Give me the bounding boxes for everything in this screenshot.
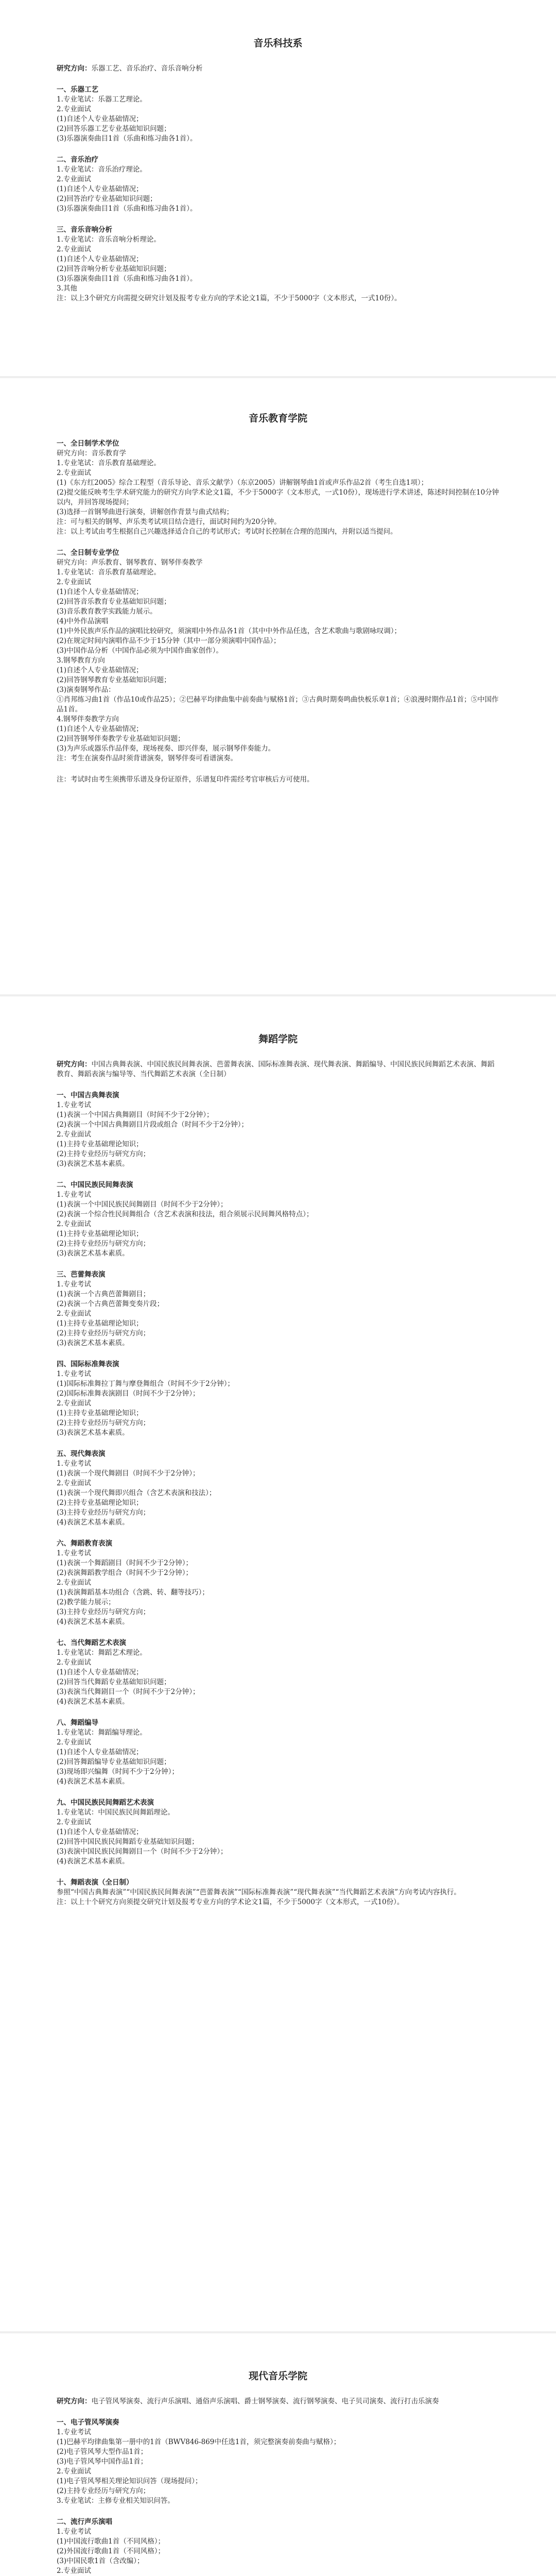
group <box>57 1539 499 1627</box>
group-line: (2)回答钢琴教育专业基础知识问题； <box>57 676 171 684</box>
group-line: (2)表演一个中国古典舞剧目片段或组合（时间不少于2分钟）； <box>57 1121 248 1129</box>
group-line: (2)回答当代舞蹈专业基础知识问题； <box>57 1678 171 1686</box>
group-line: (3)乐器演奏曲目1首（乐曲和练习曲各1首）。 <box>57 134 197 143</box>
group <box>57 1180 499 1259</box>
group-line: 1.专业笔试：音乐音响分析理论。 <box>57 235 161 244</box>
text: 中国古典舞表演、中国民族民间舞表演、芭蕾舞表演、国际标准舞表演、现代舞表演、舞蹈编导、中国民族民间舞蹈艺术表演、舞蹈教育、舞蹈表演与编导等、当代舞蹈艺术表演（全日制） <box>57 1060 495 1078</box>
group-heading: 一、全日制学术学位 <box>57 439 119 448</box>
section-divider <box>0 994 556 996</box>
note <box>57 775 499 785</box>
group-line: 1.专业笔试：音乐治疗理论。 <box>57 165 147 174</box>
section-title: 舞蹈学院 <box>258 1033 298 1045</box>
group-line: (1)表演一个现代舞即兴组合（含艺术表演和技法）； <box>57 1489 216 1497</box>
section-title: 音乐教育学院 <box>248 413 307 424</box>
group-line: (4)表演艺术基本素质。 <box>57 1698 129 1706</box>
group-line: (2)表演舞蹈教学组合（时间不少于2分钟）； <box>57 1569 193 1577</box>
group-line: 参照“中国古典舞表演”“中国民族民间舞表演”“芭蕾舞表演”“国际标准舞表演”“现代舞表演”“当代舞蹈艺术表演”方向考试内容执行。 <box>57 1888 461 1896</box>
group-line: (1)中国流行歌曲1首（不同风格）； <box>57 2537 165 2546</box>
group-line: (1)表演一个古典芭蕾舞剧目； <box>57 1290 150 1298</box>
group <box>57 2418 499 2506</box>
group-line: (4)表演艺术基本素质。 <box>57 1618 129 1626</box>
group <box>57 155 499 214</box>
group-line: (2)教学能力展示； <box>57 1598 115 1606</box>
group-line: 2.专业面试 <box>57 1130 91 1139</box>
group <box>57 1638 499 1707</box>
group-line: (3)表演艺术基本素质。 <box>57 1160 129 1168</box>
group <box>57 1878 499 1907</box>
group-line: 2.专业面试 <box>57 1399 91 1408</box>
group-line: (2)国际标准舞表演剧目（时间不少于2分钟）； <box>57 1389 200 1398</box>
group-line: 注：考生在演奏作品时须背谱演奏，钢琴伴奏可看谱演奏。 <box>57 754 237 762</box>
group-line: (2)回答音响分析专业基础知识问题； <box>57 265 171 273</box>
group-line: (2)主持专业经历与研究方向； <box>57 1150 150 1158</box>
group-line: (3)表演中国民族民间舞剧目一个（时间不少于2分钟）； <box>57 1848 228 1856</box>
group-line: (3)表演艺术基本素质。 <box>57 1249 129 1258</box>
group-line: 1.专业笔试：中国民族民间舞蹈理论。 <box>57 1808 175 1817</box>
group-heading: 二、中国民族民间舞表演 <box>57 1181 133 1189</box>
group-heading: 三、芭蕾舞表演 <box>57 1270 106 1279</box>
group-line: (1)表演一个舞蹈剧目（时间不少于2分钟）； <box>57 1559 193 1567</box>
group-heading: 九、中国民族民间舞蹈艺术表演 <box>57 1799 154 1807</box>
group-line: (1)表演一个现代舞剧目（时间不少于2分钟）； <box>57 1469 200 1478</box>
group-line: 2.专业面试 <box>57 2567 91 2575</box>
group <box>57 1091 499 1169</box>
group-line: 注：以上考试由考生根据自己兴趣选择适合自己的考试形式；考试时长控制在合理的范围内，并附以适当提问。 <box>57 528 397 536</box>
group-line: 2.专业面试 <box>57 2467 91 2476</box>
group-heading: 四、国际标准舞表演 <box>57 1360 119 1368</box>
group-line: (2)回答中国民族民间舞蹈专业基础知识问题； <box>57 1838 199 1846</box>
group-line: 研究方向：声乐教育、钢琴教育、钢琴伴奏教学 <box>57 558 203 567</box>
group-line: (1)国际标准舞拉丁舞与摩登舞组合（时间不少于2分钟）； <box>57 1380 234 1388</box>
group-line: 2.专业面试 <box>57 175 91 183</box>
group-line: (3)电子管风琴中国作品1首； <box>57 2458 148 2466</box>
group-line: (1)自述个人专业基础情况； <box>57 255 143 263</box>
group-line: (2)回答乐器工艺专业基础知识问题； <box>57 125 171 133</box>
text: 乐器工艺、音乐治疗、音乐音响分析 <box>91 64 203 73</box>
group-line: (1)巴赫平均律曲集第一册中的1首（BWV846-869中任选1首，须完整演奏前奏曲与赋格）； <box>57 2438 341 2446</box>
group-line: (3)为声乐或器乐作品伴奏，现场视奏、即兴伴奏，展示钢琴伴奏能力。 <box>57 744 275 753</box>
group-line: 3.钢琴教育方向 <box>57 656 105 665</box>
group-line: (4)表演艺术基本素质。 <box>57 1777 129 1786</box>
group-line: 1.专业考试 <box>57 2428 91 2436</box>
group-heading: 八、舞蹈编导 <box>57 1719 98 1727</box>
group-line: (3)中国作品分析（中国作品必须为中国作曲家创作）。 <box>57 647 223 655</box>
group-line: (3)选择一首钢琴曲进行演奏，讲解创作背景与曲式结构； <box>57 508 234 516</box>
group-line: (2)主持专业经历与研究方向； <box>57 1240 150 1248</box>
group-line: (3)主持专业经历与研究方向； <box>57 1608 150 1616</box>
group-line: (2)表演一个古典芭蕾舞变奏片段； <box>57 1300 164 1308</box>
note-text: 注：考试时由考生须携带乐谱及身份证原件，乐谱复印件需经考官审核后方可使用。 <box>57 775 314 784</box>
group-line: (3)音乐教育教学实践能力展示。 <box>57 607 157 616</box>
text: 电子管风琴演奏、流行声乐演唱、通俗声乐演唱、爵士钢琴演奏、流行钢琴演奏、电子贝司演奏、流行打击乐演奏 <box>91 2397 439 2405</box>
group-heading: 一、电子管风琴演奏 <box>57 2418 119 2427</box>
group <box>57 1360 499 1438</box>
group-line: (1)主持专业基础理论知识； <box>57 1319 143 1328</box>
group-line: 2.专业面试 <box>57 105 91 113</box>
section-divider <box>0 376 556 378</box>
group-line: (2)在规定时间内演唱作品不少于15分钟（其中一部分须演唱中国作品）； <box>57 637 281 645</box>
group-line: (1)《东方红2005》综合工程型（音乐导论、音乐文献学）（东京2005）讲解钢琴曲1首或声乐作品2首（考生自选1项）； <box>57 479 428 487</box>
group-line: 3.专业笔试：主修专业相关知识问答。 <box>57 2497 175 2505</box>
group-line: 1.专业考试 <box>57 1191 91 1199</box>
group-line: 1.专业笔试：音乐教育基础理论。 <box>57 568 161 577</box>
group-line: 2.专业面试 <box>57 1579 91 1587</box>
group-line: 1.专业笔试：音乐教育基础理论。 <box>57 459 161 467</box>
section-divider <box>0 2331 556 2333</box>
group-line: (3)乐器演奏曲目1首（乐曲和练习曲各1首）。 <box>57 275 197 283</box>
group-line: (2)回答钢琴伴奏教学专业基础知识问题； <box>57 735 185 743</box>
section-music-technology <box>0 37 556 315</box>
research-directions <box>57 64 499 74</box>
group-line: 1.专业考试 <box>57 1101 91 1109</box>
group-line: (4)表演艺术基本素质。 <box>57 1857 129 1866</box>
group-line: (2)主持专业经历与研究方向； <box>57 2487 150 2495</box>
group-line: 4.钢琴伴奏教学方向 <box>57 715 119 723</box>
group-line: (1)自述个人专业基础情况； <box>57 666 143 674</box>
group-line: (1)自述个人专业基础情况； <box>57 115 143 123</box>
group <box>57 1449 499 1528</box>
group-line: 3.其他 <box>57 284 77 293</box>
group-line: (2)主持专业经历与研究方向； <box>57 1419 150 1427</box>
group-line: (3)现场即兴编舞（时间不少于2分钟）； <box>57 1768 179 1776</box>
group-line: 2.专业面试 <box>57 1310 91 1318</box>
group-line: (3)表演艺术基本素质。 <box>57 1429 129 1437</box>
group-line: (4)中外作品演唱 <box>57 617 109 625</box>
group-line: 1.专业笔试：乐器工艺理论。 <box>57 95 147 104</box>
group-line: 2.专业面试 <box>57 1220 91 1228</box>
group-line: 2.专业面试 <box>57 1479 91 1487</box>
group-line: 注：以上3个研究方向需提交研究计划及报考专业方向的学术论文1篇，不少于5000字（文本形式，一式10份）。 <box>57 294 402 302</box>
group-line: (3)表演艺术基本素质。 <box>57 1339 129 1347</box>
group-line: (4)表演艺术基本素质。 <box>57 1518 129 1527</box>
group <box>57 1718 499 1787</box>
group-line: (1)自述个人专业基础情况； <box>57 725 143 733</box>
group-heading: 五、现代舞表演 <box>57 1450 106 1458</box>
group-line: (2)回答舞蹈编导专业基础知识问题； <box>57 1758 171 1766</box>
group <box>57 1798 499 1867</box>
group-line: 2.专业面试 <box>57 1658 91 1667</box>
group-heading: 二、全日制专业学位 <box>57 549 119 557</box>
group-line: (3)主持专业经历与研究方向； <box>57 1509 150 1517</box>
group-line: ①肖邦练习曲1首（作品10或作品25）；②巴赫平均律曲集中前奏曲与赋格1首；③古典时期奏鸣曲快板乐章1首；④浪漫时期作品1首；⑤中国作品1首。 <box>57 696 499 714</box>
group <box>57 439 499 537</box>
group-line: (3)中国民歌1首（含改编）； <box>57 2557 144 2565</box>
group-line: (1)主持专业基础理论知识； <box>57 1409 143 1417</box>
group-heading: 十、舞蹈表演（全日制） <box>57 1878 133 1887</box>
group <box>57 225 499 303</box>
group-line: 2.专业面试 <box>57 469 91 477</box>
label: 研究方向： <box>57 2397 92 2405</box>
group-line: (1)表演一个中国古典舞剧目（时间不少于2分钟）； <box>57 1111 214 1119</box>
group-line: 注：以上十个研究方向须提交研究计划及报考专业方向的学术论文1篇，不少于5000字（文本形式，一式10份）。 <box>57 1898 404 1906</box>
group-line: (2)提交能反映考生学术研究能力的研究方向学术论文1篇，不少于5000字（文本形式，一式10份），现场进行学术讲述，陈述时间控制在10分钟以内，并回答现场提问； <box>57 488 499 506</box>
group-line: (1)自述个人专业基础情况； <box>57 185 143 193</box>
group-line: (1)表演舞蹈基本功组合（含跳、转、翻等技巧）； <box>57 1588 209 1597</box>
section-title: 音乐科技系 <box>253 38 303 49</box>
group-line: (1)自述个人专业基础情况； <box>57 1668 143 1676</box>
group-line: (1)自述个人专业基础情况； <box>57 588 143 596</box>
group-line: (3)表演当代舞剧目一个（时间不少于2分钟）； <box>57 1688 200 1696</box>
group-heading: 一、中国古典舞表演 <box>57 1091 119 1099</box>
group-heading: 一、乐器工艺 <box>57 86 98 94</box>
group-heading: 二、流行声乐演唱 <box>57 2518 112 2526</box>
group-heading: 七、当代舞蹈艺术表演 <box>57 1639 126 1647</box>
group-line: 1.专业考试 <box>57 2528 91 2536</box>
group-line: 1.专业考试 <box>57 1280 91 1289</box>
group-line: (1)电子管风琴相关理论知识问答（现场提问）； <box>57 2477 202 2485</box>
group-line: (1)中外民族声乐作品的演唱比较研究，须演唱中外作品各1首（其中中外作品任选，含艺术歌曲与歌剧咏叹调）； <box>57 627 401 635</box>
group-line: (1)主持专业基础理论知识； <box>57 1140 143 1148</box>
group-line: 注：可与相关的钢琴、声乐类考试项目结合进行，面试时间约为20分钟。 <box>57 518 281 526</box>
group-line: (2)回答治疗专业基础知识问题； <box>57 195 157 203</box>
section-title: 现代音乐学院 <box>248 2370 307 2382</box>
section-dance <box>0 1033 556 1919</box>
group-line: (2)外国流行歌曲1首（不同风格）； <box>57 2547 165 2555</box>
group-line: 2.专业面试 <box>57 1818 91 1826</box>
group-heading: 三、音乐音响分析 <box>57 226 112 234</box>
group <box>57 85 499 144</box>
group-heading: 二、音乐治疗 <box>57 156 98 164</box>
group-line: (1)主持专业基础理论知识； <box>57 1230 143 1238</box>
group-line: (2)回答音乐教育专业基础知识问题； <box>57 598 171 606</box>
group-heading: 六、舞蹈教育表演 <box>57 1539 112 1548</box>
group-line: (3)乐器演奏曲目1首（乐曲和练习曲各1首）。 <box>57 205 197 213</box>
research-directions <box>57 2397 499 2406</box>
group-line: (1)自述个人专业基础情况； <box>57 1828 143 1836</box>
group-line: 1.专业考试 <box>57 1370 91 1378</box>
label: 研究方向： <box>57 64 92 73</box>
group-line: (3)演奏钢琴作品： <box>57 686 115 694</box>
research-directions <box>57 1060 499 1079</box>
group-line: 2.专业面试 <box>57 1738 91 1747</box>
group <box>57 548 499 764</box>
group-line: 1.专业笔试：舞蹈艺术理论。 <box>57 1649 147 1657</box>
group-line: 2.专业面试 <box>57 245 91 253</box>
group <box>57 2517 499 2576</box>
group <box>57 1270 499 1348</box>
group-line: 1.专业考试 <box>57 1460 91 1468</box>
group-line: (1)表演一个中国民族民间舞剧目（时间不少于2分钟）； <box>57 1200 228 1209</box>
group-line: 1.专业笔试：舞蹈编导理论。 <box>57 1728 147 1737</box>
group-line: (2)主持专业经历与研究方向； <box>57 1329 150 1337</box>
group-line: (2)表演一个综合性民间舞组合（含艺术表演和技法，组合须展示民间舞风格特点）； <box>57 1210 314 1218</box>
label: 研究方向： <box>57 1060 92 1069</box>
group-line: 2.专业面试 <box>57 578 91 586</box>
group-line: (1)自述个人专业基础情况； <box>57 1748 143 1756</box>
section-modern-music <box>0 2370 556 2576</box>
group-line: 研究方向：音乐教育学 <box>57 449 126 457</box>
group-line: (2)电子管风琴大型作品1首； <box>57 2448 148 2456</box>
group-line: (2)主持专业基础理论知识； <box>57 1499 143 1507</box>
section-music-education <box>0 412 556 796</box>
group-line: 1.专业考试 <box>57 1549 91 1557</box>
